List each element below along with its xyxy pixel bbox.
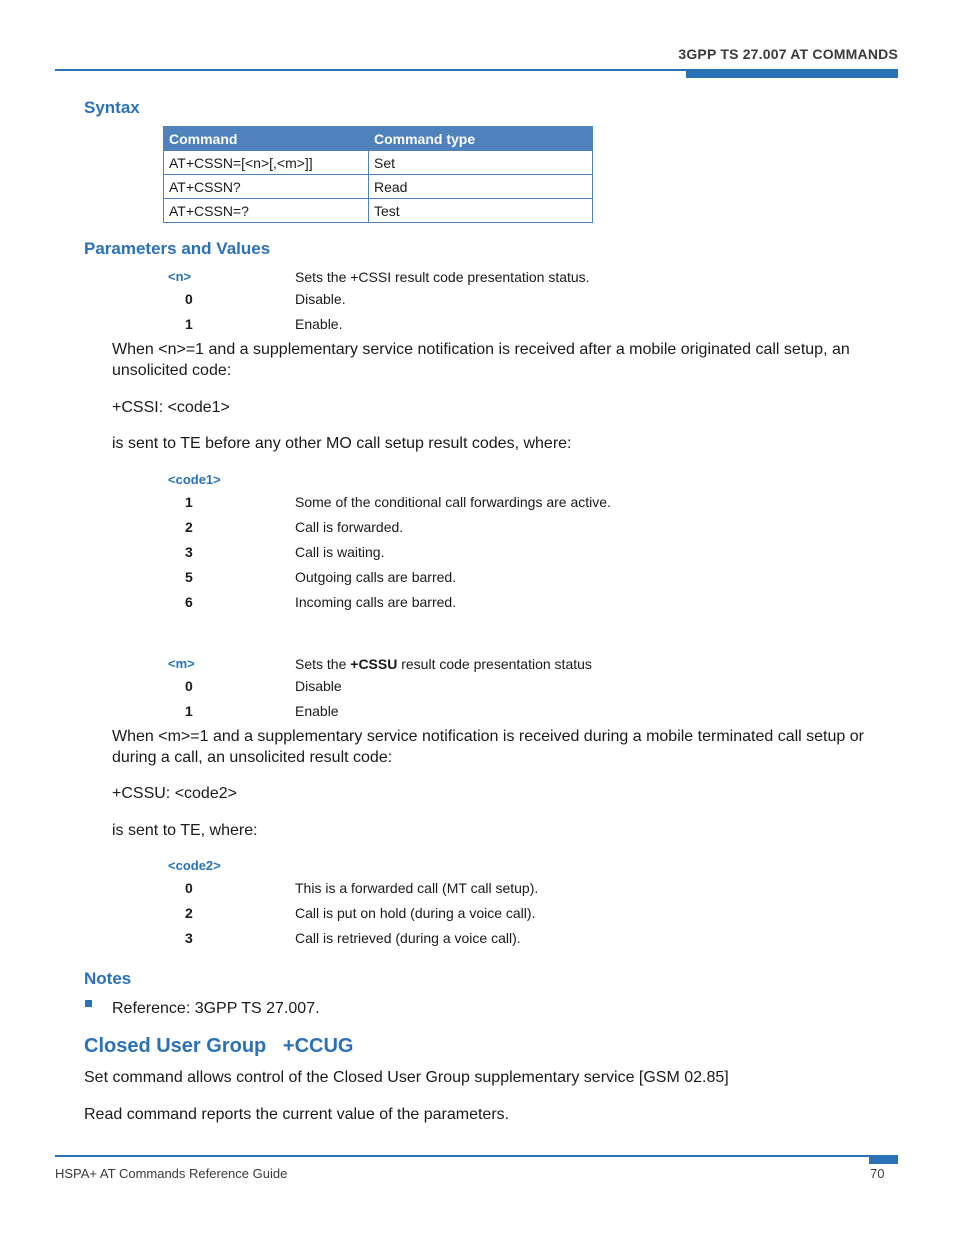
footer-rule bbox=[55, 1155, 898, 1157]
table-cell: AT+CSSN=? bbox=[164, 199, 369, 223]
param-value: 1 bbox=[185, 316, 193, 332]
param-name-n: <n> bbox=[168, 269, 192, 284]
param-value: 3 bbox=[185, 544, 193, 560]
table-cell: AT+CSSN? bbox=[164, 175, 369, 199]
footer-title: HSPA+ AT Commands Reference Guide bbox=[55, 1166, 288, 1181]
param-value-desc: Call is waiting. bbox=[295, 544, 385, 560]
param-value: 2 bbox=[185, 519, 193, 535]
paragraph: Read command reports the current value of the parameters. bbox=[84, 1106, 510, 1123]
table-cell: Test bbox=[369, 199, 593, 223]
param-desc-n: Sets the +CSSI result code presentation status. bbox=[295, 269, 590, 285]
param-value: 6 bbox=[185, 594, 193, 610]
table-row bbox=[164, 199, 593, 223]
param-value: 2 bbox=[185, 905, 193, 921]
code-line: +CSSU: <code2> bbox=[112, 785, 237, 802]
param-value-desc: This is a forwarded call (MT call setup). bbox=[295, 880, 539, 896]
notes-heading: Notes bbox=[84, 969, 132, 988]
param-desc-m-bold: +CSSU bbox=[350, 656, 398, 672]
paragraph: When <m>=1 and a supplementary service notification is received during a mobile terminated call setup or during a call, an unsolicited result code: bbox=[112, 728, 864, 766]
parameters-heading: Parameters and Values bbox=[84, 239, 271, 258]
param-value-desc: Enable. bbox=[295, 316, 343, 332]
param-value: 1 bbox=[185, 494, 193, 510]
table-cell: Set bbox=[369, 151, 593, 175]
param-value-desc: Some of the conditional call forwardings are active. bbox=[295, 494, 611, 510]
param-value: 5 bbox=[185, 569, 193, 585]
running-header: 3GPP TS 27.007 AT COMMANDS bbox=[678, 46, 898, 62]
param-value: 0 bbox=[185, 880, 193, 896]
column-header-command: Command bbox=[164, 127, 369, 151]
param-name-code1: <code1> bbox=[168, 472, 221, 487]
param-value-desc: Call is forwarded. bbox=[295, 519, 404, 535]
param-value: 0 bbox=[185, 678, 193, 694]
paragraph: When <n>=1 and a supplementary service notification is received after a mobile originated call setup, an unsolicited code: bbox=[112, 341, 850, 379]
footer-accent-bar bbox=[869, 1155, 898, 1164]
code-line: +CSSI: <code1> bbox=[112, 399, 230, 416]
table-cell: Read bbox=[369, 175, 593, 199]
param-value-desc: Call is retrieved (during a voice call). bbox=[295, 930, 521, 946]
param-name-m: <m> bbox=[168, 656, 195, 671]
param-value-desc: Disable bbox=[295, 678, 342, 694]
paragraph: is sent to TE, where: bbox=[112, 822, 258, 839]
param-value-desc: Call is put on hold (during a voice call). bbox=[295, 905, 536, 921]
note-item: Reference: 3GPP TS 27.007. bbox=[112, 1000, 320, 1017]
page-number: 70 bbox=[870, 1166, 885, 1181]
param-name-code2: <code2> bbox=[168, 858, 221, 873]
param-value: 0 bbox=[185, 291, 193, 307]
syntax-table bbox=[163, 126, 593, 223]
bullet-icon bbox=[85, 1000, 92, 1007]
param-value-desc: Outgoing calls are barred. bbox=[295, 569, 457, 585]
param-value: 1 bbox=[185, 703, 193, 719]
column-header-command-type: Command type bbox=[369, 127, 593, 151]
table-row bbox=[164, 175, 593, 199]
param-value-desc: Enable bbox=[295, 703, 339, 719]
table-row bbox=[164, 151, 593, 175]
param-value-desc: Incoming calls are barred. bbox=[295, 594, 457, 610]
paragraph: is sent to TE before any other MO call setup result codes, where: bbox=[112, 435, 572, 452]
table-cell: AT+CSSN=[<n>[,<m>]] bbox=[164, 151, 369, 175]
param-desc-m-post: result code presentation status bbox=[397, 656, 592, 672]
param-desc-m bbox=[295, 656, 592, 672]
header-accent-bar bbox=[686, 70, 898, 78]
table-header-row bbox=[164, 127, 593, 151]
param-value: 3 bbox=[185, 930, 193, 946]
paragraph: Set command allows control of the Closed User Group supplementary service [GSM 02.85] bbox=[84, 1069, 729, 1086]
syntax-heading: Syntax bbox=[84, 98, 140, 117]
ccug-heading: Closed User Group +CCUG bbox=[84, 1035, 354, 1057]
param-desc-m-pre: Sets the bbox=[295, 656, 351, 672]
param-value-desc: Disable. bbox=[295, 291, 346, 307]
